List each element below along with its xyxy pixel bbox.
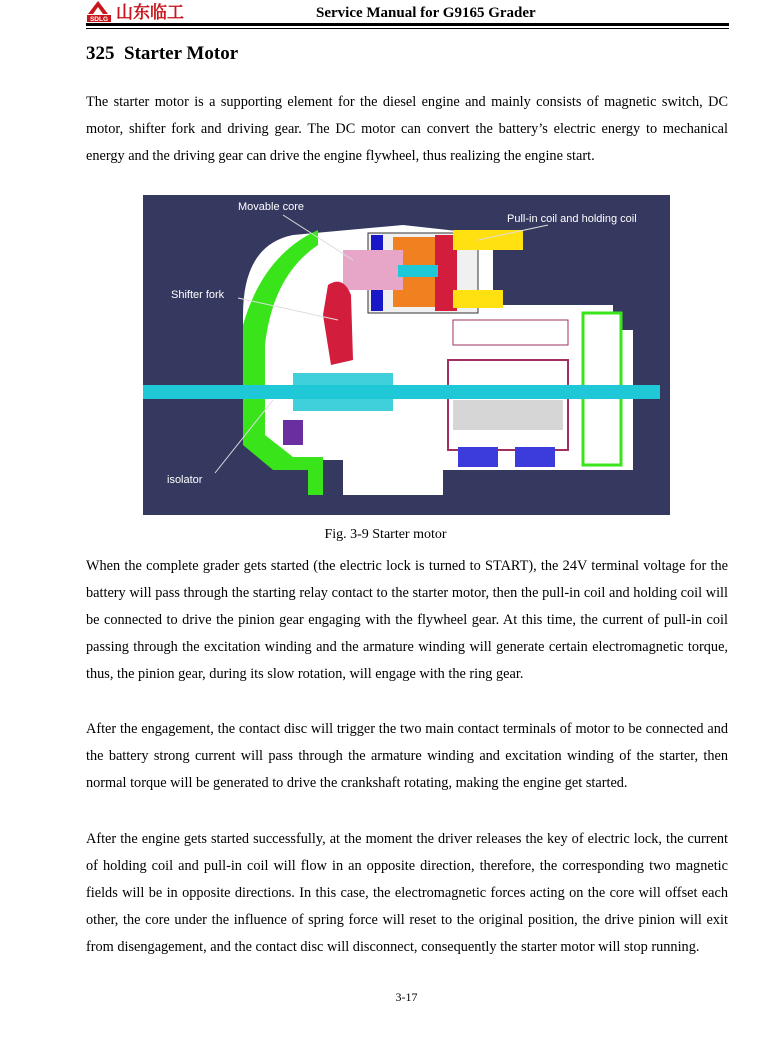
section-title: Starter Motor (124, 43, 239, 64)
label-shifter-fork: Shifter fork (171, 289, 225, 301)
sdlg-logo (86, 0, 231, 22)
brush-right (515, 447, 555, 467)
paragraph-engagement: After the engagement, the contact disc will trigger the two main contact terminals of motor to be connected and the battery strong current will pass through the armature winding and excitation winding of the starter, then normal torque will be generated to drive the crankshaft rotating, making the engine get started. (86, 721, 728, 791)
section-number: 325 (86, 43, 115, 64)
terminal-bottom (453, 290, 503, 308)
label-isolator: isolator (167, 474, 203, 486)
page-number: 3-17 (395, 990, 418, 1004)
movable-core (343, 250, 403, 290)
section-heading (86, 43, 238, 65)
header-title: Service Manual for G9165 Grader (316, 5, 536, 21)
paragraph-start: When the complete grader gets started (the electric lock is turned to START), the 24V terminal voltage for the battery will pass through the starting relay contact to the starter motor, then the pull-in coil and holding coil will be connected to drive the pinion gear engaging with the flywheel gear. At this time, the current of pull-in coil passing through the excitation winding and the armature winding will generate certain electromagnetic torque, thus, the pinion gear, during its slow rotation, will engage with the ring gear. (86, 558, 728, 682)
paragraph-intro: The starter motor is a supporting element for the diesel engine and mainly consists of magnetic switch, DC motor, shifter fork and driving gear. The DC motor can convert the battery’s electric energy to mechanical energy and the driving gear can drive the engine flywheel, thus realizing the engine start. (86, 94, 728, 164)
starter-motor-figure (143, 195, 670, 515)
plunger (398, 265, 438, 277)
drive-shaft (143, 385, 660, 399)
brand-cn: 山东临工 (116, 3, 184, 22)
field-top (453, 320, 568, 345)
header-rule (86, 23, 729, 26)
page-header (86, 0, 729, 28)
pinion-gear (293, 373, 393, 411)
paragraph-stop: After the engine gets started successfully, at the moment the driver releases the key of electric lock, the current of holding coil and pull-in coil will flow in an opposite direction, therefore, the corresponding two magnetic fields will be in opposite directions. In this case, the electromagnetic forces acting on the core will offset each other, the core under the influence of spring force will reset to the original position, the drive pinion will exit from disengagement, and the contact disc will disconnect, consequently the starter motor will stop running. (86, 831, 728, 955)
armature-core (453, 400, 563, 430)
label-pull-in-coil: Pull-in coil and holding coil (507, 213, 637, 225)
header-rule-thin (86, 28, 729, 29)
isolator-part (283, 420, 303, 445)
label-movable-core: Movable core (238, 201, 305, 213)
brand-en: SDLG (89, 16, 109, 22)
figure-caption: Fig. 3-9 Starter motor (324, 527, 447, 542)
brush-left (458, 447, 498, 467)
